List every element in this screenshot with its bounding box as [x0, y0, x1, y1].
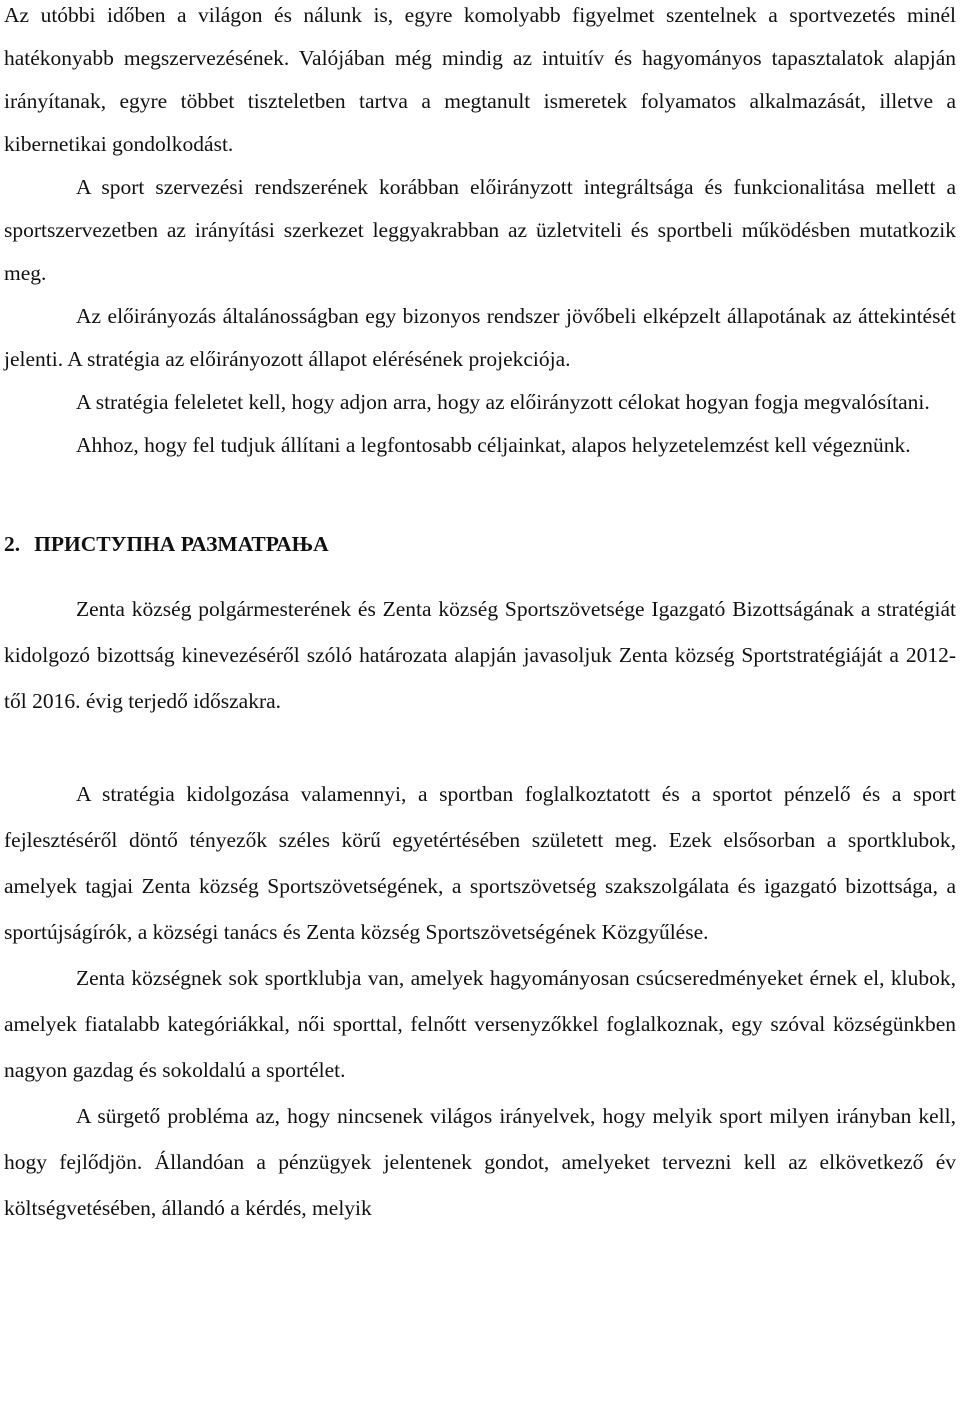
- paragraph-mayor-decision: Zenta község polgármesterének és Zenta község Sportszövetsége Igazgató Bizottságának a stratégiát kidolgozó bizottság kinevezéséről szóló határozata alapján javasoljuk Zenta község Sportstratégiáját a 2012-től 2016. évig terjedő időszakra.: [4, 597, 956, 713]
- paragraph-strategy-answer: A stratégia feleletet kell, hogy adjon arra, hogy az előirányzott célokat hogyan fogja megvalósítani.: [76, 390, 930, 414]
- paragraph-sport-clubs: Zenta községnek sok sportklubja van, amelyek hagyományosan csúcseredményeket érnek el, klubok, amelyek fiatalabb kategóriákkal, női sporttal, felnőtt versenyzőkkel foglalkoznak, egy szóval községünkben nagyon gazdag és sokoldalú a sportélet.: [4, 966, 956, 1082]
- section-title: ПРИСТУПНА РАЗМАТРАЊА: [34, 532, 329, 556]
- section-number: 2.: [4, 532, 21, 556]
- paragraph-intro: Az utóbbi időben a világon és nálunk is, egyre komolyabb figyelmet szentelnek a sportvezetés minél hatékonyabb megszervezésének. Valójában még mindig az intuitív és hagyományos tapasztalatok alapján irányítanak, egyre többet tiszteletben tartva a megtanult ismeretek folyamatos alkalmazását, illetve a kibernetikai gondolkodást.: [4, 3, 956, 156]
- section-heading: [4, 529, 956, 559]
- document-page: [4, 0, 956, 1231]
- paragraph-situation-analysis: Ahhoz, hogy fel tudjuk állítani a legfontosabb céljainkat, alapos helyzetelemzést kell végeznünk.: [76, 433, 911, 457]
- paragraph-organization: A sport szervezési rendszerének korábban előirányzott integráltsága és funkcionalitása mellett a sportszervezetben az irányítási szerkezet leggyakrabban az üzletviteli és sportbeli működésben mutatkozik meg.: [4, 175, 956, 285]
- paragraph-forecasting: Az előirányozás általánosságban egy bizonyos rendszer jövőbeli elképzelt állapotának az áttekintését jelenti. A stratégia az előirányozott állapot elérésének projekciója.: [4, 304, 956, 371]
- paragraph-urgent-problem: A sürgető probléma az, hogy nincsenek világos irányelvek, hogy melyik sport milyen irányban kell, hogy fejlődjön. Állandóan a pénzügyek jelentenek gondot, amelyeket tervezni kell az elkövetkező év költségvetésében, állandó a kérdés, melyik: [4, 1104, 956, 1220]
- paragraph-strategy-consensus: A stratégia kidolgozása valamennyi, a sportban foglalkoztatott és a sportot pénzelő és a sport fejlesztéséről döntő tényezők széles körű egyetértésében született meg. Ezek elsősorban a sportklubok, amelyek tagjai Zenta község Sportszövetségének, a sportszövetség szakszolgálata és igazgató bizottsága, a sportújságírók, a községi tanács és Zenta község Sportszövetségének Közgyűlése.: [4, 782, 956, 944]
